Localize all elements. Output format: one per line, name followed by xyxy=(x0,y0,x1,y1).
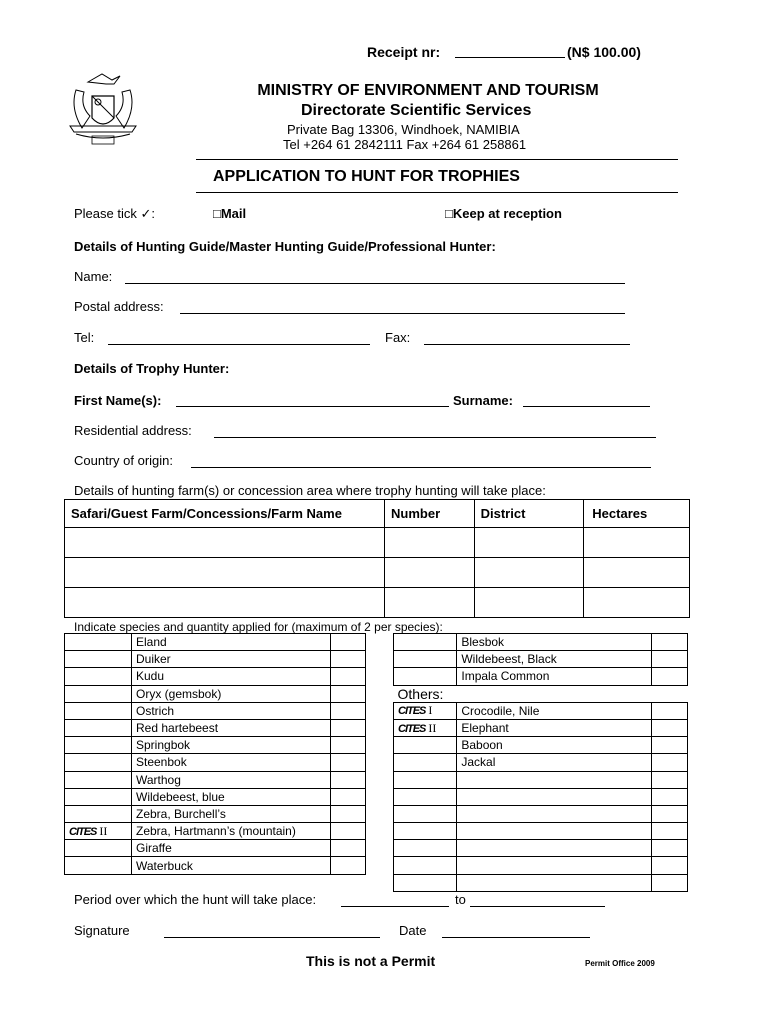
mail-checkbox[interactable]: □Mail xyxy=(213,206,247,221)
species-row xyxy=(394,771,688,788)
species-quantity-field[interactable] xyxy=(331,685,366,702)
species-quantity-field[interactable] xyxy=(331,788,366,805)
cites-cell xyxy=(394,719,457,736)
guide-tel-label: Tel: xyxy=(74,330,95,345)
cites-cell xyxy=(65,754,132,771)
species-name: Blesbok xyxy=(457,634,651,651)
species-name: Springbok xyxy=(132,737,331,754)
species-row xyxy=(65,719,366,736)
guide-section-heading: Details of Hunting Guide/Master Hunting Guide/Professional Hunter: xyxy=(74,239,496,254)
keep-at-reception-checkbox[interactable]: □Keep at reception xyxy=(445,206,562,221)
cites-mark: CITES xyxy=(398,705,426,718)
cites-cell xyxy=(65,823,132,840)
cites-cell xyxy=(394,805,457,822)
cites-cell xyxy=(394,840,457,857)
surname-field[interactable] xyxy=(523,406,650,407)
species-row xyxy=(65,840,366,857)
species-row xyxy=(65,788,366,805)
farm-header-name: Safari/Guest Farm/Concessions/Farm Name xyxy=(65,500,385,528)
signature-field[interactable] xyxy=(164,937,380,938)
farm-row xyxy=(65,558,690,588)
species-row xyxy=(394,702,688,719)
cites-cell xyxy=(65,737,132,754)
species-quantity-field[interactable] xyxy=(651,823,687,840)
species-quantity-field[interactable] xyxy=(331,668,366,685)
cites-mark: CITES xyxy=(69,825,97,838)
cites-cell xyxy=(65,771,132,788)
species-name: Crocodile, Nile xyxy=(457,702,651,719)
date-field[interactable] xyxy=(442,937,590,938)
species-row xyxy=(394,788,688,805)
species-quantity-field[interactable] xyxy=(651,771,687,788)
species-quantity-field[interactable] xyxy=(651,702,687,719)
cites-cell xyxy=(65,857,132,874)
guide-fax-field[interactable] xyxy=(424,344,630,345)
species-quantity-field[interactable] xyxy=(651,634,687,651)
signature-label: Signature xyxy=(74,923,130,938)
species-quantity-field[interactable] xyxy=(331,840,366,857)
species-quantity-field[interactable] xyxy=(651,874,687,891)
species-name: Elephant xyxy=(457,719,651,736)
species-name xyxy=(457,840,651,857)
species-quantity-field[interactable] xyxy=(331,754,366,771)
species-name: Waterbuck xyxy=(132,857,331,874)
species-quantity-field[interactable] xyxy=(651,685,687,702)
species-name: Kudu xyxy=(132,668,331,685)
species-name: Zebra, Burchell’s xyxy=(132,805,331,822)
species-row xyxy=(65,685,366,702)
species-quantity-field[interactable] xyxy=(331,771,366,788)
period-to-label: to xyxy=(455,892,466,907)
species-quantity-field[interactable] xyxy=(331,805,366,822)
species-name: Steenbok xyxy=(132,754,331,771)
species-quantity-field[interactable] xyxy=(651,857,687,874)
cites-cell xyxy=(65,634,132,651)
cites-cell xyxy=(394,702,457,719)
species-name: Duiker xyxy=(132,651,331,668)
divider-bottom xyxy=(196,192,678,193)
species-name: Eland xyxy=(132,634,331,651)
date-label: Date xyxy=(399,923,427,938)
cites-cell xyxy=(394,668,457,685)
species-row xyxy=(65,651,366,668)
species-row xyxy=(65,668,366,685)
species-quantity-field[interactable] xyxy=(331,857,366,874)
species-quantity-field[interactable] xyxy=(331,634,366,651)
receipt-label: Receipt nr: xyxy=(367,44,441,60)
species-row xyxy=(65,823,366,840)
species-row xyxy=(394,668,688,685)
receipt-number-field[interactable] xyxy=(455,57,565,58)
species-quantity-field[interactable] xyxy=(651,719,687,736)
cites-appendix: I xyxy=(428,703,433,718)
cites-appendix: II xyxy=(428,720,437,735)
species-name xyxy=(457,874,651,891)
others-label: Others: xyxy=(397,685,444,702)
receipt-fee: (N$ 100.00) xyxy=(567,44,641,60)
ministry-contact: Tel +264 61 2842111 Fax +264 61 258861 xyxy=(283,137,527,152)
ministry-address: Private Bag 13306, Windhoek, NAMIBIA xyxy=(287,122,520,137)
species-name: Baboon xyxy=(457,737,651,754)
species-name: Oryx (gemsbok) xyxy=(132,685,331,702)
species-row xyxy=(394,685,688,702)
species-name: Red hartebeest xyxy=(132,719,331,736)
species-quantity-field[interactable] xyxy=(651,805,687,822)
cites-cell xyxy=(394,874,457,891)
species-row xyxy=(394,805,688,822)
species-row xyxy=(394,857,688,874)
cites-cell xyxy=(394,788,457,805)
cites-cell xyxy=(394,857,457,874)
country-of-origin-label: Country of origin: xyxy=(74,453,173,468)
cites-cell xyxy=(394,651,457,668)
species-name: Ostrich xyxy=(132,702,331,719)
species-name: Wildebeest, blue xyxy=(132,788,331,805)
cites-cell xyxy=(65,719,132,736)
species-name xyxy=(457,685,651,702)
species-quantity-field[interactable] xyxy=(331,823,366,840)
species-name: Impala Common xyxy=(457,668,651,685)
cites-mark: CITES xyxy=(398,722,426,735)
residential-address-field[interactable] xyxy=(214,437,656,438)
cites-cell xyxy=(65,651,132,668)
not-a-permit-notice: This is not a Permit xyxy=(306,953,436,969)
permit-office-note: Permit Office 2009 xyxy=(585,959,655,968)
species-row xyxy=(394,874,688,891)
period-to-field[interactable] xyxy=(470,906,605,907)
first-name-field[interactable] xyxy=(176,406,449,407)
species-row xyxy=(65,754,366,771)
guide-name-field[interactable] xyxy=(125,283,625,284)
species-name: Giraffe xyxy=(132,840,331,857)
cites-logo-icon xyxy=(398,703,432,717)
farm-intro: Details of hunting farm(s) or concession area where trophy hunting will take place: xyxy=(74,483,546,498)
species-row xyxy=(394,634,688,651)
ministry-name: MINISTRY OF ENVIRONMENT AND TOURISM xyxy=(257,82,599,99)
cites-cell xyxy=(394,823,457,840)
species-name xyxy=(457,805,651,822)
species-row xyxy=(394,754,688,771)
species-table-right xyxy=(393,633,688,892)
surname-label: Surname: xyxy=(453,393,513,408)
guide-postal-label: Postal address: xyxy=(74,299,164,314)
species-quantity-field[interactable] xyxy=(651,754,687,771)
guide-postal-field[interactable] xyxy=(180,313,625,314)
directorate-name: Directorate Scientific Services xyxy=(301,102,532,119)
species-quantity-field[interactable] xyxy=(651,651,687,668)
period-label: Period over which the hunt will take place: xyxy=(74,892,317,907)
guide-name-label: Name: xyxy=(74,269,113,284)
species-quantity-field[interactable] xyxy=(331,702,366,719)
farm-header-number: Number xyxy=(385,500,475,528)
species-row xyxy=(394,737,688,754)
cites-cell xyxy=(65,805,132,822)
species-quantity-field[interactable] xyxy=(331,737,366,754)
divider-top xyxy=(196,159,678,160)
species-row xyxy=(65,857,366,874)
cites-cell xyxy=(65,788,132,805)
cites-cell xyxy=(65,685,132,702)
species-row xyxy=(65,737,366,754)
species-name xyxy=(457,857,651,874)
species-row xyxy=(394,719,688,736)
cites-cell xyxy=(394,771,457,788)
species-quantity-field[interactable] xyxy=(331,651,366,668)
farm-row xyxy=(65,588,690,618)
cites-cell xyxy=(65,840,132,857)
species-name: Wildebeest, Black xyxy=(457,651,651,668)
species-row xyxy=(65,805,366,822)
species-name: Warthog xyxy=(132,771,331,788)
species-name: Zebra, Hartmann’s (mountain) xyxy=(132,823,331,840)
cites-logo-icon xyxy=(69,824,107,838)
species-name: Jackal xyxy=(457,754,651,771)
farm-header-district: District xyxy=(474,500,584,528)
species-name xyxy=(457,788,651,805)
form-title: APPLICATION TO HUNT FOR TROPHIES xyxy=(213,168,520,185)
first-name-label: First Name(s): xyxy=(74,393,162,408)
species-row xyxy=(394,823,688,840)
species-quantity-field[interactable] xyxy=(651,840,687,857)
species-quantity-field[interactable] xyxy=(651,668,687,685)
species-row xyxy=(394,651,688,668)
species-quantity-field[interactable] xyxy=(651,737,687,754)
species-quantity-field[interactable] xyxy=(651,788,687,805)
species-row xyxy=(394,840,688,857)
species-name xyxy=(457,771,651,788)
species-intro: Indicate species and quantity applied for (maximum of 2 per species): xyxy=(74,620,443,634)
species-table-left xyxy=(64,633,366,875)
farm-table xyxy=(64,499,690,618)
please-tick-label: Please tick ✓: xyxy=(74,206,155,221)
cites-logo-icon xyxy=(398,721,436,735)
cites-cell xyxy=(394,737,457,754)
species-row xyxy=(65,771,366,788)
species-row xyxy=(65,702,366,719)
cites-cell xyxy=(394,634,457,651)
farm-header-hectares: Hectares xyxy=(584,500,690,528)
species-name xyxy=(457,823,651,840)
residential-address-label: Residential address: xyxy=(74,423,192,438)
cites-cell xyxy=(65,702,132,719)
guide-tel-field[interactable] xyxy=(108,344,370,345)
farm-row xyxy=(65,528,690,558)
species-row xyxy=(65,634,366,651)
guide-fax-label: Fax: xyxy=(385,330,411,345)
cites-appendix: II xyxy=(99,823,108,838)
species-quantity-field[interactable] xyxy=(331,719,366,736)
cites-cell xyxy=(65,668,132,685)
period-from-field[interactable] xyxy=(341,906,449,907)
cites-cell xyxy=(394,754,457,771)
country-of-origin-field[interactable] xyxy=(191,467,651,468)
hunter-section-heading: Details of Trophy Hunter: xyxy=(74,361,230,376)
